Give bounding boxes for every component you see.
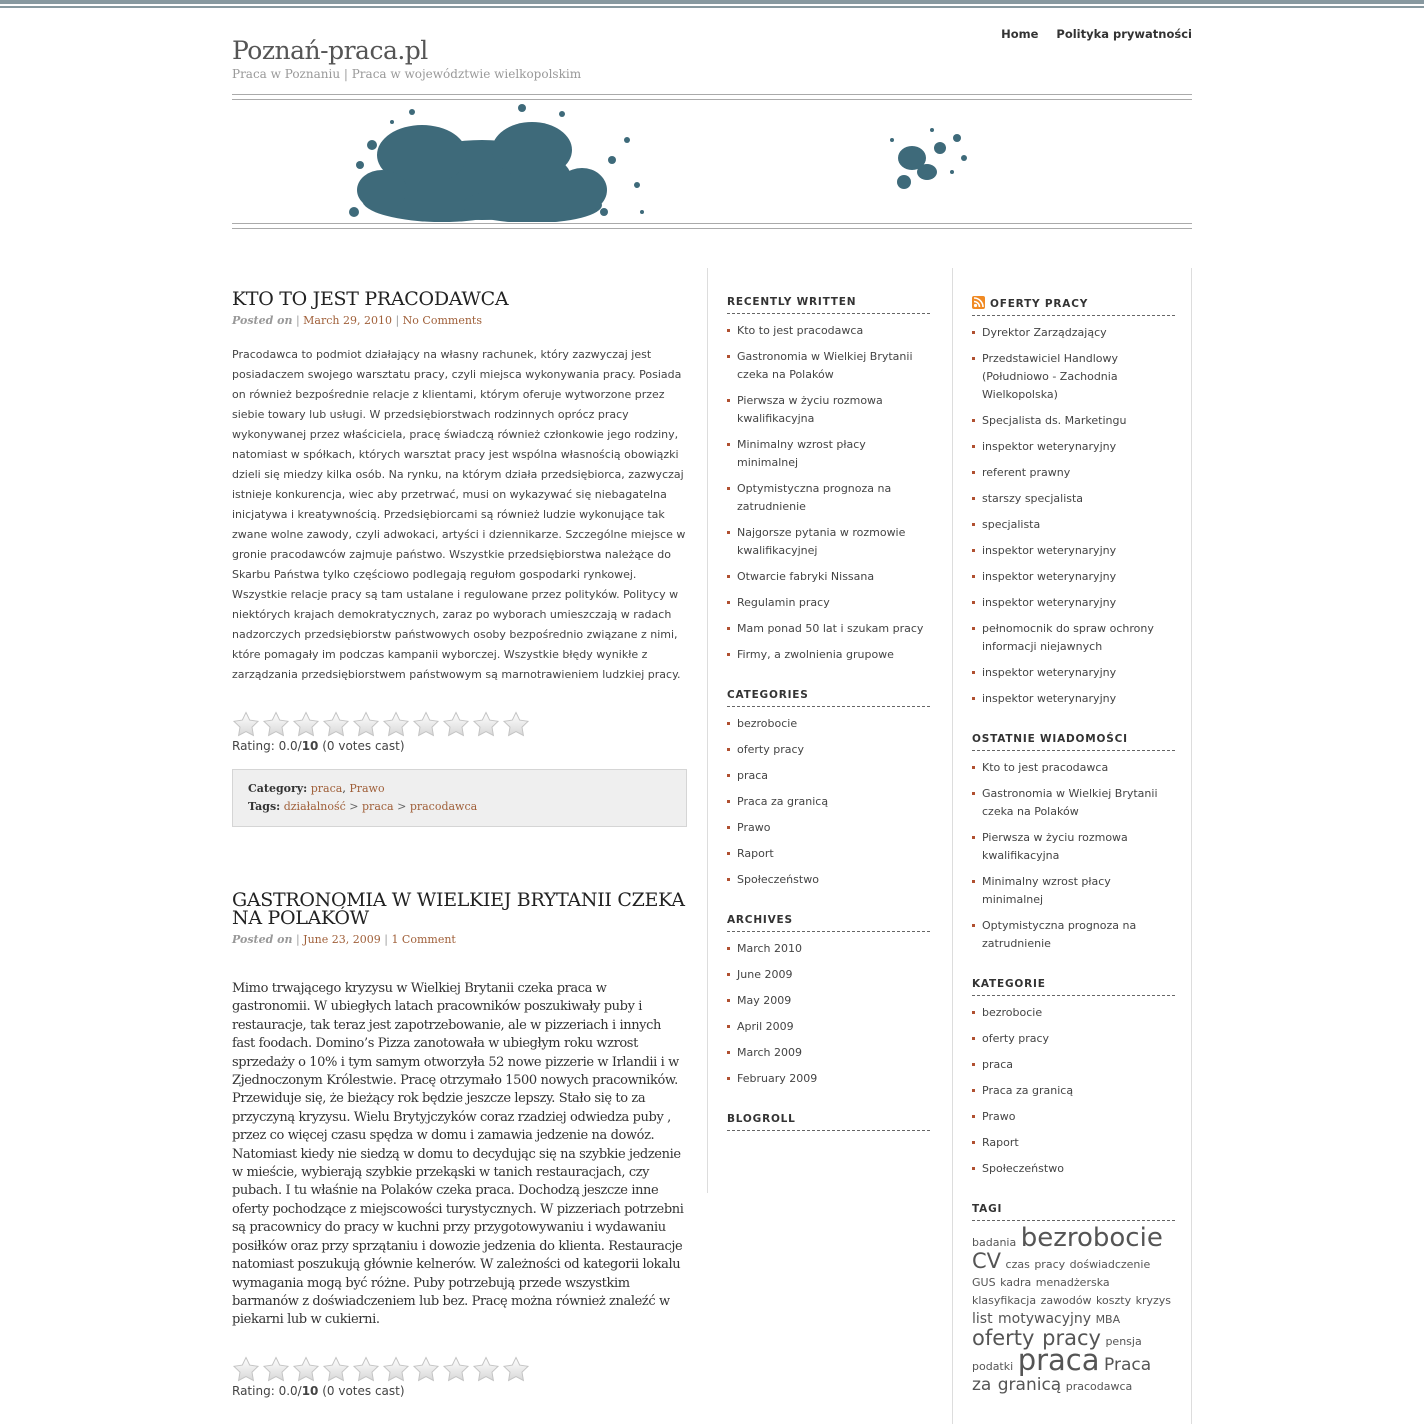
tag-cloud-link[interactable]: kryzys [1135,1294,1172,1307]
top-bar-line [0,6,1424,8]
list-item [972,1004,1175,1022]
star-icon[interactable] [262,1356,290,1382]
list-item [972,568,1175,586]
post-body: Pracodawca to podmiot działający na własny rachunek, który zazwyczaj jest posiadaczem swojego warsztatu pracy, czyli miejsca wykonywania pracy. Posiada on również bezpośrednie relacje z klientami, którym oferuje wytworzone przez siebie towary lub usługi. W przedsiębiorstwach rodzinnych oprócz pracy wykonywanej przez właściciela, pracę świadczą również członkowie jego rodziny, natomiast w spółkach, których warsztat pracy jest wspólna własnością obowiązki dzieli się miedzy kilka osób. Na rynku, na którym działa przedsiębiorca, zazwyczaj istnieje konkurencja, wiec aby przetrwać, musi on wykazywać się niebagatelna inicjatywa i kreatywnością. Przedsiębiorcami są również ludzie wykonujące tak zwane wolne zawody, czyli adwokaci, artyści i dziennikarze. Szczególne miejsce w gronie pracodawców zajmuje państwo. Wszystkie przedsiębiorstwa należące do Skarbu Państwa tylko częściowo podlegają regułom gospodarki rynkowej. Wszystkie relacje pracy są tam ustalane i regulowane przez polityków. Politycy w niektórych krajach demokratycznych, zaraz po wyborach umieszczają w radach nadzorczych przedsiębiorstw państwowych osoby bezpośrednio związane z nimi, które pomagały im podczas kampanii wyborczej. Wszystkie błędy wynikłe z zarządzania przedsiębiorstwem państwowym są marnotrawieniem ludzkiej pracy. [232,348,686,681]
list-item [727,594,930,612]
category-link[interactable]: Społeczeństwo [737,873,819,886]
list-item [972,620,1175,656]
post-date-link[interactable]: June 23, 2009 [303,933,381,946]
job-offer-link[interactable]: inspektor weterynaryjny [982,570,1117,583]
list-item [972,1134,1175,1152]
category-link[interactable]: oferty pracy [982,1032,1050,1045]
archive-link[interactable]: April 2009 [737,1020,794,1033]
list-item [972,412,1175,430]
widget-title: ARCHIVES [727,914,930,932]
widget-latest-news [972,733,1175,953]
list-item [727,845,930,863]
job-offer-link[interactable]: specjalista [982,518,1041,531]
tag-cloud-link[interactable]: GUS [972,1276,996,1289]
tag-cloud-link[interactable]: pensja [1105,1335,1142,1348]
recent-post-link[interactable]: Kto to jest pracodawca [737,324,864,337]
category-link[interactable]: bezrobocie [737,717,798,730]
post-meta: Posted on | March 29, 2010 | No Comments [232,314,482,327]
list-item [727,819,930,837]
tag-link[interactable]: pracodawca [409,800,478,813]
list-item [972,1082,1175,1100]
list-item [727,524,930,560]
list-item [972,829,1175,865]
post-meta: Posted on | June 23, 2009 | 1 Comment [232,933,456,946]
archive-link[interactable]: February 2009 [737,1072,818,1085]
star-icon[interactable] [442,711,470,737]
category-list [727,715,930,889]
site-description: Praca w Poznaniu | Praca w województwie wielkopolskim [232,67,582,81]
tag-cloud-link[interactable]: oferty pracy [972,1326,1101,1350]
archive-link[interactable]: March 2010 [737,942,803,955]
archive-list [727,940,930,1088]
star-icon[interactable] [412,711,440,737]
list-item [972,759,1175,777]
archive-link[interactable]: March 2009 [737,1046,803,1059]
tag-cloud-link[interactable]: bezrobocie [1020,1223,1163,1253]
widget-title: KATEGORIE [972,978,1175,996]
tag-cloud-link[interactable]: Praca za granicą [972,1355,1152,1395]
rating-text: Rating: 0.0/10 (0 votes cast) [232,739,405,753]
category-link[interactable]: oferty pracy [737,743,805,756]
star-icon[interactable] [262,711,290,737]
star-icon[interactable] [412,1356,440,1382]
post-1 [232,268,687,827]
star-icon[interactable] [472,711,500,737]
sidebar-right [972,296,1175,1421]
tag-cloud-link[interactable]: MBA [1095,1313,1121,1326]
list-item [972,690,1175,708]
top-bar [0,0,1424,4]
column-divider-right [952,268,953,1424]
tag-cloud-link[interactable]: doświadczenie [1069,1258,1151,1271]
top-nav [1001,27,1192,41]
star-icon[interactable] [502,1356,530,1382]
ink-splash-header-image [232,100,1192,222]
widget-archives [727,914,930,1088]
category-link[interactable]: praca [982,1058,1014,1071]
job-offer-link[interactable]: Specjalista ds. Marketingu [982,414,1127,427]
tag-link[interactable]: praca [362,800,394,813]
category-link[interactable]: Raport [982,1136,1019,1149]
job-offer-list [972,324,1175,708]
job-offer-link[interactable]: Przedstawiciel Handlowy (Południowo - Zachodnia Wielkopolska) [982,352,1119,401]
category-link[interactable]: Prawo [737,821,771,834]
nav-privacy[interactable]: Polityka prywatności [1056,27,1192,41]
recent-post-link[interactable]: Firmy, a zwolnienia grupowe [737,648,894,661]
list-item [972,464,1175,482]
list-item [727,322,930,340]
list-item [972,873,1175,909]
tag-cloud [972,1223,1175,1396]
star-icon[interactable] [232,1356,260,1382]
star-icon[interactable] [352,711,380,737]
column-divider-edge [1191,268,1192,1424]
list-item [727,871,930,889]
category-list [972,1004,1175,1178]
recent-post-link[interactable]: Najgorsze pytania w rozmowie kwalifikacyjnej [737,526,906,557]
post-title[interactable]: KTO TO JEST PRACODAWCA [232,288,509,310]
list-item [727,568,930,586]
recent-post-link[interactable]: Pierwsza w życiu rozmowa kwalifikacyjna [737,394,883,425]
widget-kategorie [972,978,1175,1178]
list-item [972,1108,1175,1126]
list-item [972,1160,1175,1178]
nav-home[interactable]: Home [1001,27,1039,41]
list-item [727,966,930,984]
comments-link[interactable]: No Comments [402,314,482,327]
tag-cloud-link[interactable]: koszty [1096,1294,1132,1307]
tag-cloud-link[interactable]: list motywacyjny [972,1311,1092,1327]
category-link[interactable]: praca [737,769,769,782]
sidebar-middle [727,296,930,1156]
rating-stars[interactable] [232,711,687,737]
post-taxonomy-box: Category: praca, Prawo Tags: działalność > praca > pracodawca [232,769,687,827]
list-item [727,940,930,958]
widget-title: RECENTLY WRITTEN [727,296,930,314]
rating-stars[interactable] [232,1356,687,1382]
site-title[interactable]: Poznań-praca.pl [232,36,428,65]
tag-link[interactable]: działalność [283,800,346,813]
recent-post-link[interactable]: Mam ponad 50 lat i szukam pracy [737,622,924,635]
tag-cloud-link[interactable]: podatki [972,1360,1014,1373]
widget-title: BLOGROLL [727,1113,930,1131]
comments-link[interactable]: 1 Comment [391,933,456,946]
list-item [727,436,930,472]
post-date-link[interactable]: March 29, 2010 [303,314,392,327]
job-offer-link[interactable]: pełnomocnik do spraw ochrony informacji niejawnych [982,622,1154,653]
list-item [727,767,930,785]
recent-post-link[interactable]: Optymistyczna prognoza na zatrudnienie [737,482,892,513]
star-icon[interactable] [472,1356,500,1382]
list-item [727,1070,930,1088]
list-item [972,785,1175,821]
list-item [727,715,930,733]
widget-tag-cloud [972,1203,1175,1396]
tag-cloud-link[interactable]: pracodawca [1065,1380,1133,1393]
list-item [727,1044,930,1062]
list-item [727,348,930,384]
category-link[interactable]: Praca za granicą [737,795,829,808]
star-icon[interactable] [322,1356,350,1382]
recent-post-link[interactable]: Gastronomia w Wielkiej Brytanii czeka na Polaków [737,350,913,381]
news-link[interactable]: Pierwsza w życiu rozmowa kwalifikacyjna [982,831,1128,862]
category-link[interactable]: Raport [737,847,774,860]
job-offer-link[interactable]: inspektor weterynaryjny [982,692,1117,705]
star-icon[interactable] [502,711,530,737]
list-item [727,480,930,516]
news-link[interactable]: Minimalny wzrost płacy minimalnej [982,875,1111,906]
widget-title: OSTATNIE WIADOMOŚCI [972,733,1175,751]
star-icon[interactable] [442,1356,470,1382]
list-item [972,350,1175,404]
news-list [972,759,1175,953]
list-item [972,516,1175,534]
list-item [972,664,1175,682]
list-item [727,1018,930,1036]
list-item [727,992,930,1010]
list-item [727,620,930,638]
star-icon[interactable] [322,711,350,737]
list-item [972,1056,1175,1074]
category-label: Category: [248,782,308,795]
rss-icon[interactable] [972,296,985,309]
posted-label: Posted on [232,933,293,946]
post-body: Mimo trwającego kryzysu w Wielkiej Brytanii czeka praca w gastronomii. W ubiegłych latach pracowników poszukiwały puby i restauracje, tak teraz jest zapotrzebowanie, ale w pizzeriach i innych fast foodach. Domino’s Pizza zanotowała w ubiegłym roku wzrost sprzedaży o 10% i tym samym otworzyła 52 nowe pizzerie w Irlandii i w Zjednoczonym Królestwie. Pracę otrzymało 1500 nowych pracowników. Przewiduje się, że bieżący rok będzie jeszcze lepszy. Stało się to za przyczyną kryzysu. Wielu Brytyjczyków coraz rzadziej odwiedza puby , przez co więcej czasu spędza w domu i zamawia jedzenie na dowóz. Natomiast kiedy nie siedzą w domu to decydując się na szybkie jedzenie w mieście, wybierają szybkie przekąski w tanich restauracjach, czy pubach. I tu właśnie na Polaków czeka praca. Dochodzą jeszcze inne oferty pochodzące z miejscowości turystycznych. W pizzeriach potrzebni są pracownicy do pracy w kuchni przy przygotowywaniu i wydawaniu posiłków oraz przy sprzątaniu i dowozie jedzenia do klienta. Restauracje natomiast poszukują głównie kelnerów. W zależności od kategorii lokalu wymagania mogą być różne. Puby potrzebują przede wszystkim barmanów z doświadczeniem lub bez. Pracę można również znaleźć w piekarni lub w cukierni. [232,981,684,1328]
list-item [727,646,930,664]
list-item [972,917,1175,953]
star-icon[interactable] [382,711,410,737]
tag-cloud-link[interactable]: klasyfikacja zawodów [972,1294,1092,1307]
recent-post-link[interactable]: Regulamin pracy [737,596,830,609]
archive-link[interactable]: June 2009 [737,968,793,981]
widget-blogroll [727,1113,930,1131]
list-item [972,324,1175,342]
list-item [727,741,930,759]
tag-cloud-link[interactable]: badania [972,1236,1017,1249]
rating-text: Rating: 0.0/10 (0 votes cast) [232,1383,405,1398]
header-rule-bottom [232,223,1192,229]
main-content [232,268,687,1398]
archive-link[interactable]: May 2009 [737,994,792,1007]
job-offer-link[interactable]: inspektor weterynaryjny [982,440,1117,453]
tags-label: Tags: [248,800,281,813]
recent-post-link[interactable]: Minimalny wzrost płacy minimalnej [737,438,866,469]
tag-cloud-link[interactable]: CV [972,1249,1002,1273]
star-icon[interactable] [382,1356,410,1382]
tag-cloud-link[interactable]: czas pracy [1005,1258,1066,1271]
job-offer-link[interactable]: starszy specjalista [982,492,1084,505]
widget-title: CATEGORIES [727,689,930,707]
recent-post-list [727,322,930,664]
category-link[interactable]: Społeczeństwo [982,1162,1064,1175]
post-2 [232,891,687,1398]
news-link[interactable]: Gastronomia w Wielkiej Brytanii czeka na Polaków [982,787,1158,818]
category-link[interactable]: bezrobocie [982,1006,1043,1019]
job-offer-link[interactable]: inspektor weterynaryjny [982,666,1117,679]
widget-categories [727,689,930,889]
column-divider-left [707,268,708,1193]
category-link[interactable]: praca [310,782,343,795]
list-item [972,542,1175,560]
job-offer-link[interactable]: Dyrektor Zarządzający [982,326,1107,339]
star-icon[interactable] [232,711,260,737]
widget-recent-posts [727,296,930,664]
tag-cloud-link[interactable]: praca [1017,1343,1100,1377]
tag-cloud-link[interactable]: kadra menadżerska [1000,1276,1110,1289]
star-icon[interactable] [292,711,320,737]
list-item [727,793,930,811]
list-item [972,1030,1175,1048]
news-link[interactable]: Kto to jest pracodawca [982,761,1109,774]
recent-post-link[interactable]: Otwarcie fabryki Nissana [737,570,875,583]
job-offer-link[interactable]: inspektor weterynaryjny [982,596,1117,609]
job-offer-link[interactable]: inspektor weterynaryjny [982,544,1117,557]
list-item [972,438,1175,456]
job-offer-link[interactable]: referent prawny [982,466,1071,479]
category-link[interactable]: Prawo [349,782,385,795]
posted-label: Posted on [232,314,293,327]
category-link[interactable]: Prawo [982,1110,1016,1123]
widget-title: TAGI [972,1203,1175,1221]
star-icon[interactable] [352,1356,380,1382]
news-link[interactable]: Optymistyczna prognoza na zatrudnienie [982,919,1137,950]
widget-title: OFERTY PRACY [972,296,1175,316]
post-title[interactable]: GASTRONOMIA W WIELKIEJ BRYTANII CZEKA NA POLAKÓW [232,889,685,929]
widget-job-offers [972,296,1175,708]
list-item [727,392,930,428]
list-item [972,490,1175,508]
star-icon[interactable] [292,1356,320,1382]
category-link[interactable]: Praca za granicą [982,1084,1074,1097]
list-item [972,594,1175,612]
